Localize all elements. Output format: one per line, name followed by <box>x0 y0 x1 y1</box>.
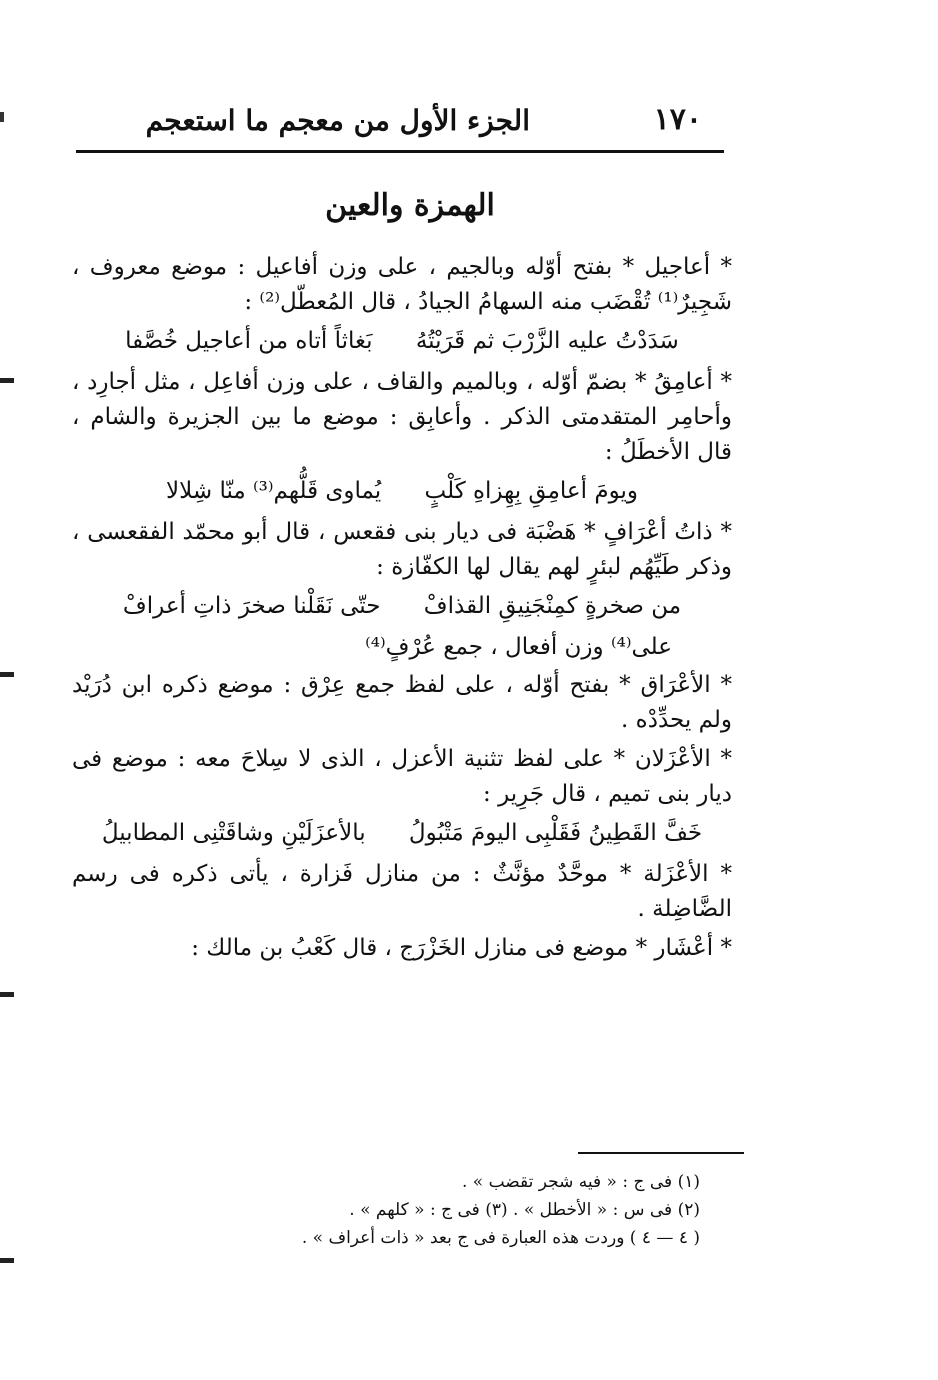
entry-aajil: * أعاجيل * بفتح أوّله وبالجيم ، على وزن أفاعيل : موضع معروف ، شَجِيرٌ⁽¹⁾ تُقْضَب منه السهامُ الجيادُ ، قال المُعطّل⁽²⁾ : <box>72 254 732 315</box>
verse-3-note: على⁽⁴⁾ وزن أفعال ، جمع عُرْفٍ⁽⁴⁾ <box>365 633 672 660</box>
main-text <box>72 250 732 966</box>
section-title: الهمزة والعين <box>325 188 495 223</box>
verse-4-second-hemistich: بالأعزَلَيْنِ وشاقَتْنِى المطابيلُ <box>101 820 366 847</box>
verse-3-first-hemistich: من صخرةٍ كمِنْجَنِيقِ القذافْ <box>423 592 682 619</box>
verse-3-second-hemistich: حتّى نَقَلْنا صخرَ ذاتِ أعرافْ <box>122 592 381 619</box>
scan-margin-mark <box>0 672 14 677</box>
scan-margin-mark <box>0 992 14 997</box>
footnote-rule <box>578 1152 744 1154</box>
verse-2-first-hemistich: ويومَ أعامِقِ بِهِزاهِ كَلْبٍ <box>424 477 638 504</box>
verse-1 <box>72 324 732 359</box>
entry-dhat-aaraf: * ذاتُ أعْرَافٍ * هَضْبَة فى ديار بنى فقعس ، قال أبو محمّد الفقعسى ، وذكر طَيِّهُم لبئرٍ لهم يقال لها الكفّازة : <box>72 518 732 580</box>
page-header <box>78 96 720 142</box>
verse-3 <box>72 589 732 624</box>
verse-1-second-hemistich: بَغاثاً أتاه من أعاجيل خُصَّفا <box>125 327 373 354</box>
footnote-4: ( ٤ — ٤ ) وردت هذه العبارة فى ج بعد « ذات أعراف » . <box>301 1228 700 1249</box>
footnote-1: (١) فى ج : « فيه شجر تقضب » . <box>462 1172 700 1192</box>
entry-aazala: * الأعْزَلة * موحَّدٌ مؤنَّثٌ : من منازل فَزارة ، يأتى ذكره فى رسم الضَّاضِلة . <box>72 861 732 923</box>
verse-2 <box>72 474 732 509</box>
entry-aashar: * أعْشَار * موضع فى منازل الخَزْرَج ، قال كَعْبُ بن مالك : <box>191 935 732 962</box>
verse-4-first-hemistich: خَفَّ القَطِينُ فَقَلْبِى اليومَ مَتْبُولُ <box>408 820 703 847</box>
verse-1-first-hemistich: سَدَدْتُ عليه الزَّرْبَ ثم قَرَيْتُهُ <box>415 327 679 354</box>
header-rule <box>76 150 724 153</box>
verse-2-second-hemistich: يُماوى قَلُّهم⁽³⁾ منّا شِلالا <box>166 477 382 504</box>
verse-4 <box>72 816 732 851</box>
entry-aaraq: * الأعْرَاق * بفتح أوّله ، على لفظ جمع عِرْق : موضع ذكره ابن دُرَيْد ولم يحدِّدْه . <box>72 672 732 734</box>
scan-margin-mark <box>0 1258 14 1263</box>
scan-margin-mark <box>0 378 14 383</box>
page-number: ١٧٠ <box>653 102 702 137</box>
footnotes <box>180 1168 700 1252</box>
entry-aamiq: * أعامِقُ * بضمّ أوّله ، وبالميم والقاف ، على وزن أفاعِل ، مثل أجارِد ، وأحامِر المتقدمتى الذكر . وأعابِق : موضع ما بين الجزيرة والشام ، قال الأخطَلُ : <box>72 368 732 465</box>
footnote-2-3: (٢) فى س : « الأخطل » . (٣) فى ج : « كلهم » . <box>349 1200 700 1221</box>
scan-margin-mark <box>0 112 4 122</box>
entry-aazalan: * الأعْزَلان * على لفظ تثنية الأعزل ، الذى لا سِلاحَ معه : موضع فى ديار بنى تميم ، قال جَرِير : <box>72 746 732 808</box>
running-title: الجزء الأول من معجم ما استعجم <box>145 104 530 137</box>
